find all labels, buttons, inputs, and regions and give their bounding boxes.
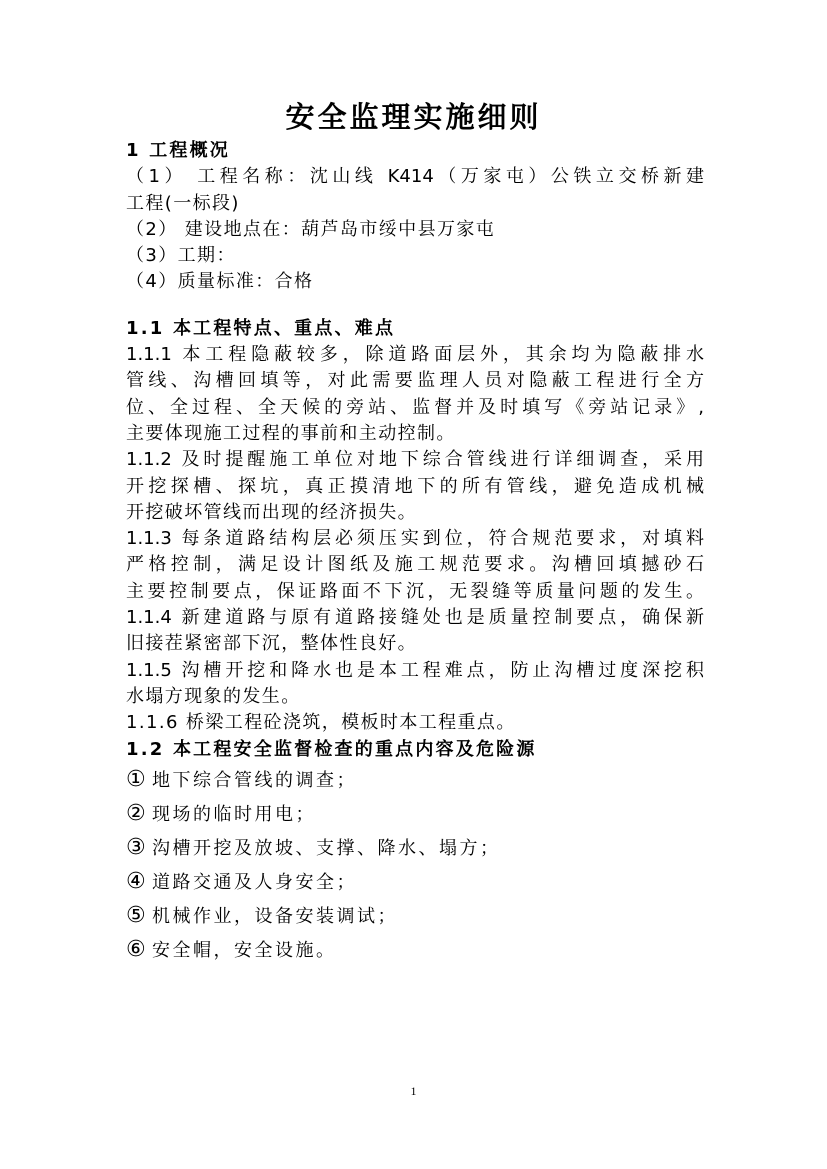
- paragraph-1-1-4-line-2: 旧接茬紧密部下沉，整体性良好。: [126, 633, 417, 655]
- paragraph-1-1-3-line-2: 严格控制，满足设计图纸及施工规范要求。沟槽回填撼砂石: [126, 554, 704, 576]
- paragraph-1-1-2-line-3: 开挖破坏管线而出现的经济损失。: [126, 501, 417, 523]
- paragraph-1-1-6-line-1: 1.1.6 桥梁工程砼浇筑，模板时本工程重点。: [126, 712, 516, 734]
- spacer: [126, 296, 704, 316]
- document-title: 安全监理实施细则: [285, 100, 542, 134]
- list-item-text: 安全帽，安全设施。: [152, 939, 337, 961]
- page-number: 1: [410, 1084, 417, 1098]
- paragraph-1-1-5-line-2: 水塌方现象的发生。: [126, 685, 301, 707]
- circled-number: ①: [126, 766, 146, 792]
- paragraph-1-1-3-line-3: 主要控制要点，保证路面不下沉，无裂缝等质量问题的发生。: [126, 580, 704, 602]
- list-item-text: 道路交通及人身安全；: [152, 871, 357, 893]
- overview-item-4: （4）质量标准：合格: [126, 271, 314, 293]
- list-item: [126, 763, 704, 797]
- list-item: [126, 899, 704, 933]
- section-heading-1-1: 1.1 本工程特点、重点、难点: [126, 317, 396, 339]
- list-item-text: 沟槽开挖及放坡、支撑、降水、塌方；: [152, 837, 501, 859]
- paragraph-1-1-1-line-2: 管线、沟槽回填等，对此需要监理人员对隐蔽工程进行全方: [126, 370, 704, 392]
- paragraph-1-1-4-line-1: 1.1.4 新建道路与原有道路接缝处也是质量控制要点，确保新: [126, 607, 704, 629]
- list-item-text: 现场的临时用电；: [152, 803, 316, 825]
- overview-item-2: （2） 建设地点在：葫芦岛市绥中县万家屯: [126, 218, 496, 240]
- list-item: [126, 933, 704, 967]
- list-item-text: 机械作业，设备安装调试；: [152, 905, 398, 927]
- paragraph-1-1-1-line-4: 主要体现施工过程的事前和主动控制。: [126, 422, 456, 444]
- overview-item-3: （3）工期：: [126, 245, 236, 267]
- paragraph-1-1-3-line-1: 1.1.3 每条道路结构层必须压实到位，符合规范要求，对填料: [126, 528, 704, 550]
- paragraph-1-1-1-line-1: 1.1.1 本工程隐蔽较多，除道路面层外，其余均为隐蔽排水: [126, 344, 704, 366]
- circled-number: ⑥: [126, 936, 146, 962]
- section-heading-1: 1 工程概况: [126, 140, 230, 161]
- overview-item-1-line-2: 工程(一标段): [126, 192, 240, 214]
- list-item: [126, 865, 704, 899]
- circled-number: ②: [126, 800, 146, 826]
- section-heading-1-2: 1.2 本工程安全监督检查的重点内容及危险源: [126, 738, 537, 760]
- list-item: [126, 831, 704, 865]
- paragraph-1-1-2-line-2: 开挖探槽、探坑，真正摸清地下的所有管线，避免造成机械: [126, 475, 704, 497]
- paragraph-1-1-5-line-1: 1.1.5 沟槽开挖和降水也是本工程难点，防止沟槽过度深挖积: [126, 659, 704, 681]
- circled-number: ④: [126, 868, 146, 894]
- list-item-text: 地下综合管线的调查；: [152, 769, 357, 791]
- document-body: [126, 138, 704, 967]
- circled-number: ③: [126, 834, 146, 860]
- overview-item-1-line-1: （1） 工程名称：沈山线 K414（万家屯）公铁立交桥新建: [126, 166, 704, 188]
- paragraph-1-1-1-line-3: 位、全过程、全天候的旁站、监督并及时填写《旁站记录》,: [126, 396, 704, 418]
- paragraph-1-1-2-line-1: 1.1.2 及时提醒施工单位对地下综合管线进行详细调查，采用: [126, 449, 704, 471]
- list-item: [126, 797, 704, 831]
- circled-number: ⑤: [126, 902, 146, 928]
